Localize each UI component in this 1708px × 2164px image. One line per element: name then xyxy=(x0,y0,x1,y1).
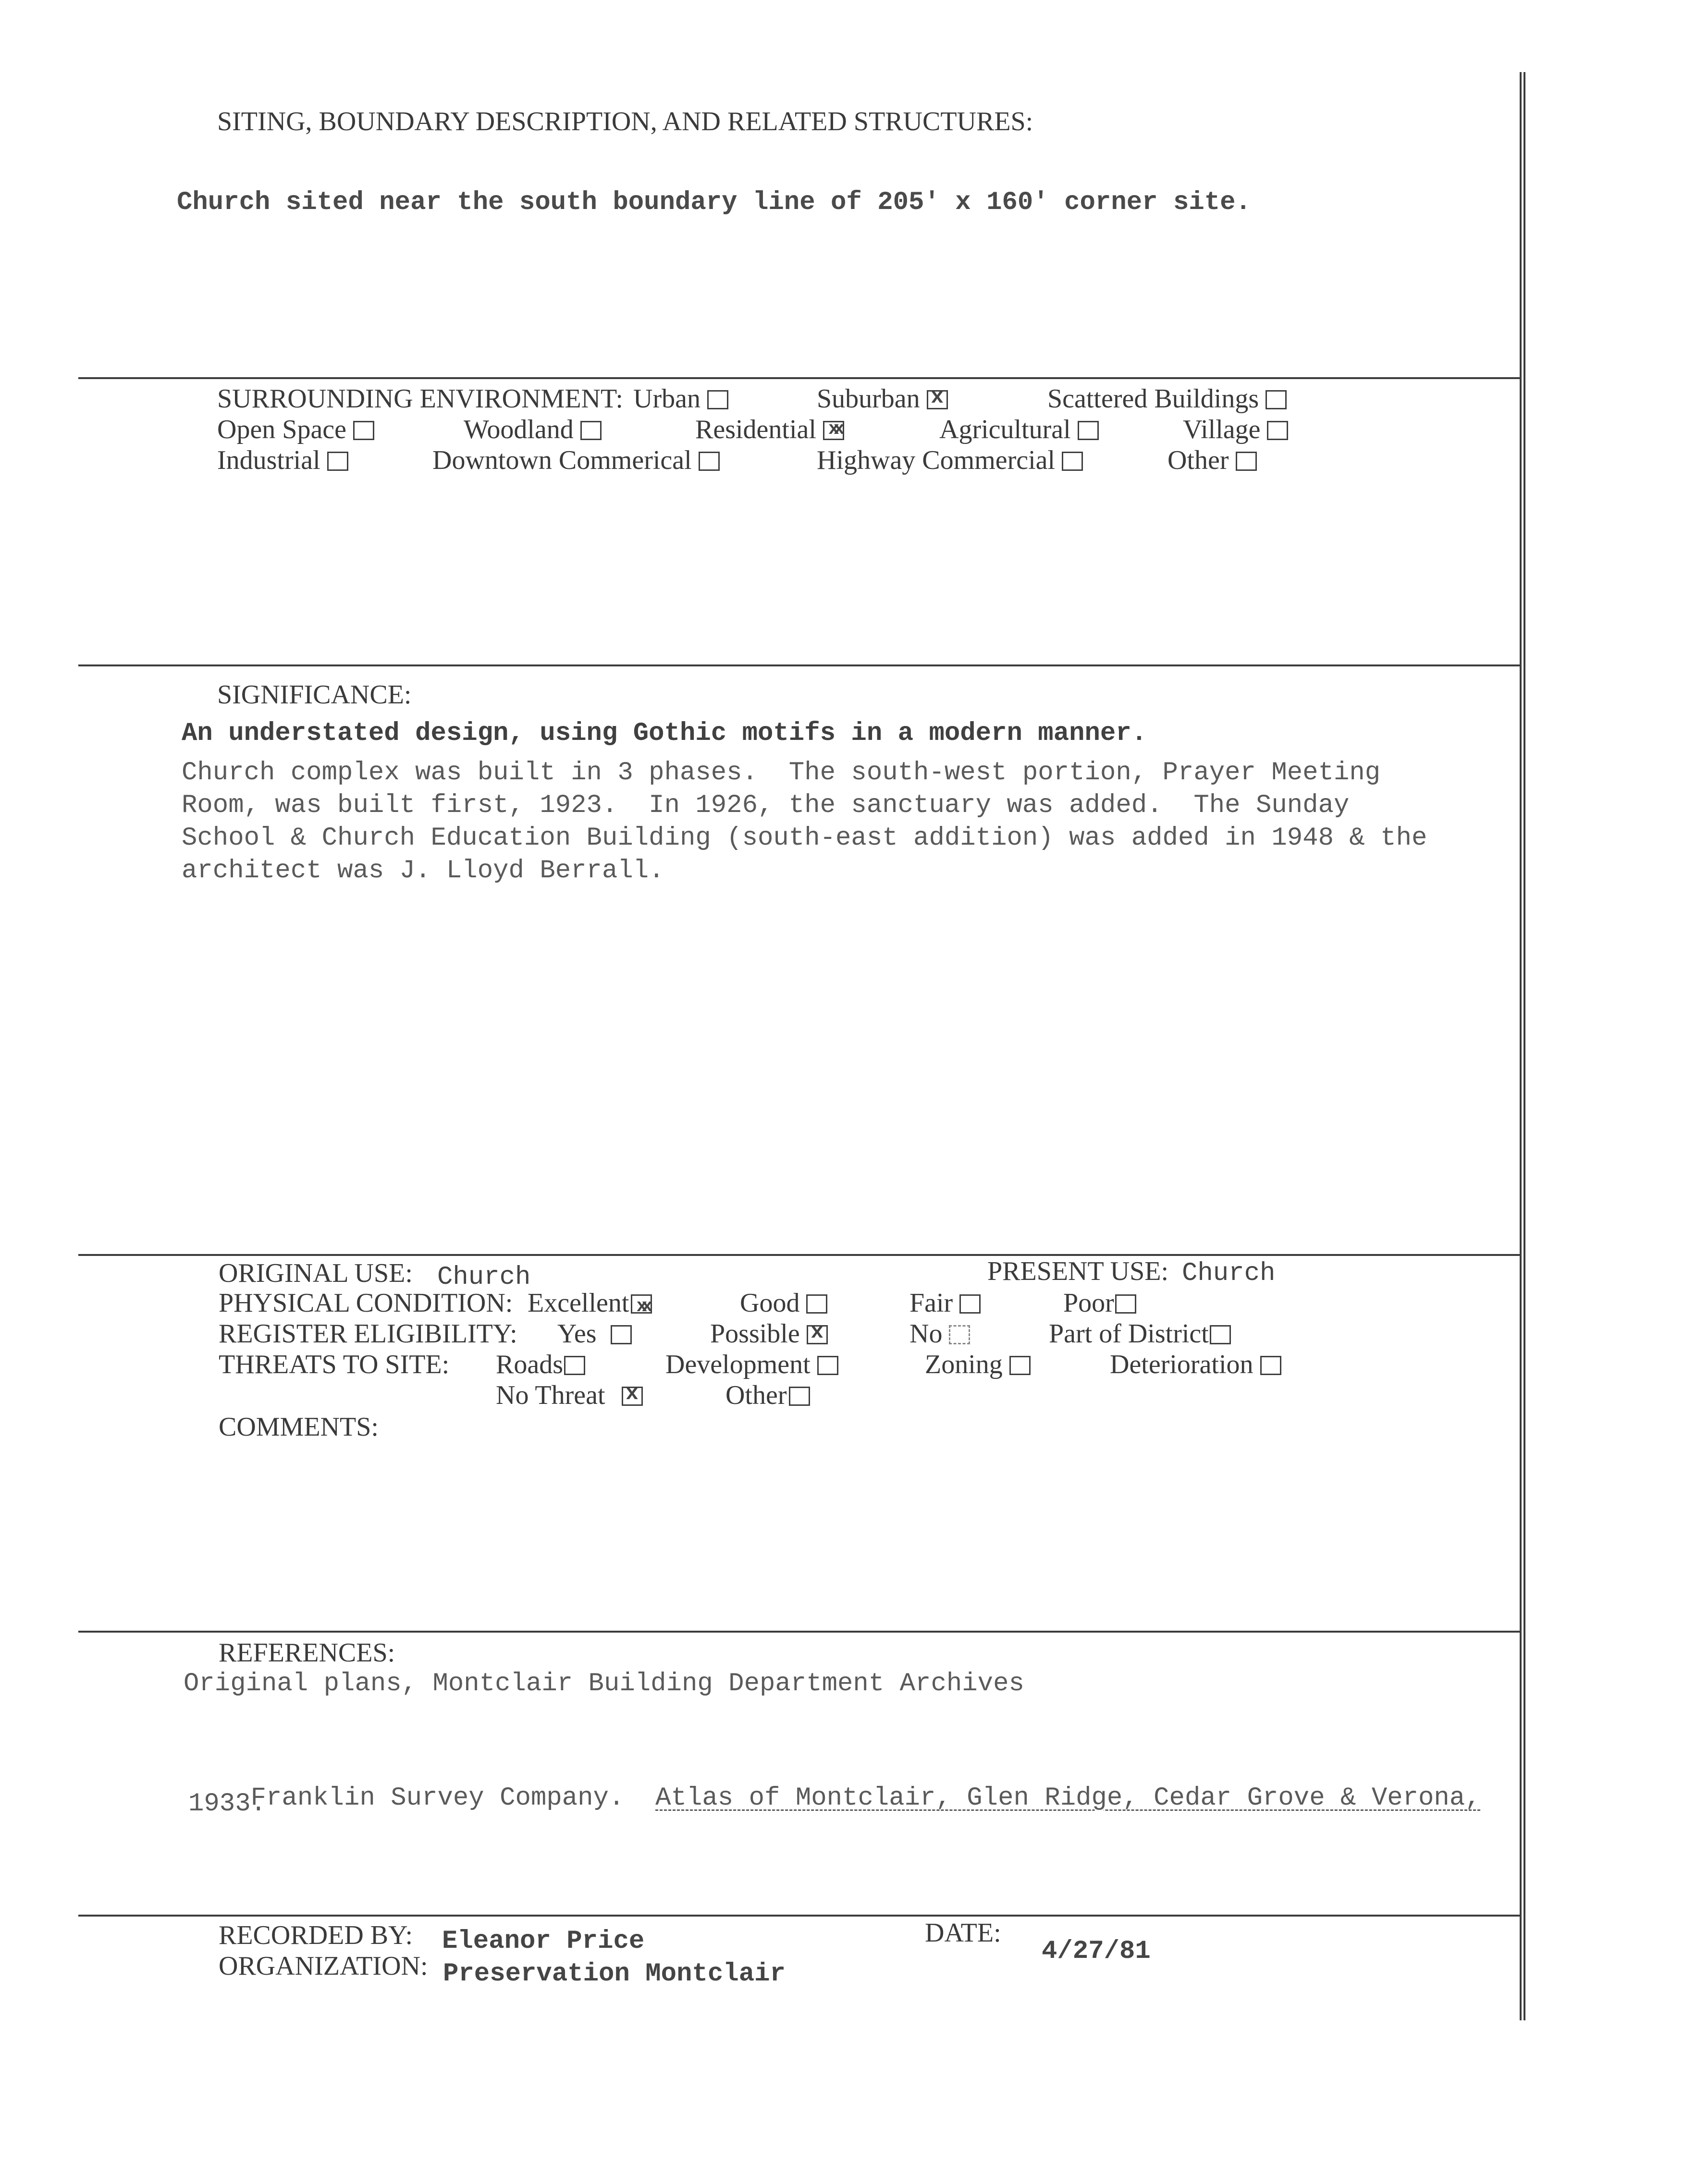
env-option-suburban[interactable] xyxy=(817,385,948,412)
eligibility-option-possible[interactable] xyxy=(710,1320,828,1347)
option-label: Part of District xyxy=(1049,1319,1209,1349)
significance-headline: An understated design, using Gothic motifs in a modern manner. xyxy=(182,719,1147,748)
divider-references xyxy=(78,1631,1521,1633)
option-label: Residential xyxy=(695,415,816,444)
significance-body-line: architect was J. Lloyd Berrall. xyxy=(182,856,664,885)
checkbox-icon[interactable] xyxy=(1009,1356,1031,1375)
option-label: Woodland xyxy=(464,415,574,444)
checkbox-checked-icon[interactable] xyxy=(622,1382,643,1406)
threat-option-zoning[interactable] xyxy=(925,1351,1031,1378)
check-mark: x xyxy=(931,385,944,409)
checkbox-icon[interactable] xyxy=(817,1356,838,1375)
option-label: Agricultural xyxy=(939,415,1071,444)
option-label: Zoning xyxy=(925,1350,1003,1379)
condition-option-poor[interactable] xyxy=(1063,1290,1136,1316)
condition-option-good[interactable] xyxy=(740,1290,827,1316)
env-option-open-space[interactable] xyxy=(217,416,374,443)
reference-entry: Original plans, Montclair Building Department Archives xyxy=(184,1669,1024,1698)
checkbox-checked-icon[interactable] xyxy=(927,385,948,409)
option-label: Other xyxy=(725,1380,787,1410)
checkbox-icon[interactable] xyxy=(327,452,348,471)
checkbox-icon[interactable] xyxy=(353,421,374,440)
eligibility-option-part-of-district[interactable] xyxy=(1049,1320,1231,1347)
comments-label: COMMENTS: xyxy=(219,1412,379,1442)
siting-text: Church sited near the south boundary line of 205' x 160' corner site. xyxy=(177,188,1251,217)
checkbox-checked-icon[interactable] xyxy=(631,1294,652,1317)
checkbox-icon[interactable] xyxy=(1210,1325,1231,1344)
physical-condition-label: PHYSICAL CONDITION: xyxy=(219,1288,513,1318)
divider-significance xyxy=(78,664,1521,666)
checkbox-icon[interactable] xyxy=(1062,452,1083,471)
date-label: DATE: xyxy=(925,1918,1001,1948)
reference-title: Atlas of Montclair, Glen Ridge, Cedar Grove & Verona, xyxy=(655,1783,1481,1813)
option-label: No Threat xyxy=(496,1380,605,1410)
env-option-downtown-commercial[interactable] xyxy=(432,447,720,474)
siting-label: SITING, BOUNDARY DESCRIPTION, AND RELATED STRUCTURES: xyxy=(217,107,1033,136)
threats-label: THREATS TO SITE: xyxy=(219,1350,450,1379)
organization-label: ORGANIZATION: xyxy=(219,1951,428,1981)
option-label: Highway Commercial xyxy=(817,445,1056,475)
threat-option-deterioration[interactable] xyxy=(1110,1351,1281,1378)
register-eligibility-label: REGISTER ELIGIBILITY: xyxy=(219,1319,517,1349)
checkbox-icon[interactable] xyxy=(959,1294,981,1314)
eligibility-option-no[interactable] xyxy=(909,1320,970,1347)
env-option-village[interactable] xyxy=(1183,416,1288,443)
checkbox-icon[interactable] xyxy=(611,1325,632,1344)
eligibility-option-yes[interactable] xyxy=(557,1320,632,1347)
option-label: Urban xyxy=(633,384,700,414)
threat-option-no-threat[interactable] xyxy=(496,1382,643,1409)
option-label: Village xyxy=(1183,415,1261,444)
env-option-scattered-buildings[interactable] xyxy=(1047,385,1287,412)
option-label: Possible xyxy=(710,1319,800,1349)
checkbox-icon[interactable] xyxy=(806,1294,827,1314)
significance-body-line: Church complex was built in 3 phases. The south-west portion, Prayer Meeting xyxy=(182,758,1381,787)
environment-label: SURROUNDING ENVIRONMENT: xyxy=(217,384,623,414)
option-label: Fair xyxy=(909,1288,953,1318)
checkbox-icon[interactable] xyxy=(1267,421,1288,440)
checkbox-icon[interactable] xyxy=(1115,1294,1136,1314)
checkbox-icon[interactable] xyxy=(699,452,720,471)
option-label: Industrial xyxy=(217,445,320,475)
checkbox-icon[interactable] xyxy=(949,1325,970,1344)
recorded-by-value: Eleanor Price xyxy=(442,1927,645,1956)
option-label: Scattered Buildings xyxy=(1047,384,1259,414)
env-option-residential[interactable] xyxy=(695,416,844,443)
present-use-value: Church xyxy=(1182,1259,1276,1288)
env-option-woodland[interactable] xyxy=(464,416,602,443)
right-border-line-inner xyxy=(1524,72,1525,2020)
option-label: Suburban xyxy=(817,384,920,414)
option-label: No xyxy=(909,1319,943,1349)
present-use-label: PRESENT USE: xyxy=(987,1256,1169,1286)
checkbox-icon[interactable] xyxy=(1236,452,1257,471)
reference-entry xyxy=(188,1759,1481,1837)
checkbox-checked-icon[interactable] xyxy=(807,1320,828,1344)
env-option-other[interactable] xyxy=(1167,447,1257,474)
date-value: 4/27/81 xyxy=(1042,1937,1151,1966)
option-label: Deterioration xyxy=(1110,1350,1253,1379)
option-label: Good xyxy=(740,1288,800,1318)
divider-use xyxy=(78,1254,1521,1256)
option-label: Roads xyxy=(496,1350,563,1379)
reference-author: Franklin Survey Company. xyxy=(250,1783,656,1813)
option-label: Poor xyxy=(1063,1288,1114,1318)
reference-year: 1933. xyxy=(188,1789,267,1819)
divider-environment xyxy=(78,377,1521,379)
right-border-line-outer xyxy=(1520,72,1522,2020)
option-label: Development xyxy=(665,1350,811,1379)
checkbox-icon[interactable] xyxy=(1260,1356,1281,1375)
check-mark: xx xyxy=(828,419,839,440)
significance-body-line: School & Church Education Building (south-east addition) was added in 1948 & the xyxy=(182,824,1427,853)
option-label: Yes xyxy=(557,1319,597,1349)
option-label: Open Space xyxy=(217,415,347,444)
checkbox-icon[interactable] xyxy=(564,1356,585,1375)
references-label: REFERENCES: xyxy=(219,1638,395,1668)
option-label: Downtown Commerical xyxy=(432,445,692,475)
env-option-urban[interactable] xyxy=(633,385,728,412)
option-label: Excellent xyxy=(528,1288,629,1318)
env-option-industrial[interactable] xyxy=(217,447,348,474)
condition-option-excellent[interactable] xyxy=(528,1290,652,1316)
original-use-value: Church xyxy=(437,1263,531,1292)
divider-recorded xyxy=(78,1915,1521,1917)
check-mark: x xyxy=(626,1382,639,1406)
env-option-agricultural[interactable] xyxy=(939,416,1099,443)
env-option-highway-commercial[interactable] xyxy=(817,447,1083,474)
checkbox-icon[interactable] xyxy=(1078,421,1099,440)
organization-value: Preservation Montclair xyxy=(443,1959,786,1989)
checkbox-icon[interactable] xyxy=(707,390,728,409)
check-mark: x xyxy=(811,1320,823,1344)
significance-label: SIGNIFICANCE: xyxy=(217,680,412,710)
checkbox-icon[interactable] xyxy=(580,421,602,440)
recorded-by-label: RECORDED BY: xyxy=(219,1920,413,1950)
checkbox-checked-icon[interactable] xyxy=(823,421,844,440)
check-mark: xx xyxy=(636,1296,647,1317)
checkbox-icon[interactable] xyxy=(789,1387,810,1406)
original-use-label: ORIGINAL USE: xyxy=(219,1258,413,1288)
significance-body-line: Room, was built first, 1923. In 1926, the sanctuary was added. The Sunday xyxy=(182,791,1350,820)
threat-option-other[interactable] xyxy=(725,1382,810,1409)
threat-option-development[interactable] xyxy=(665,1351,838,1378)
option-label: Other xyxy=(1167,445,1229,475)
condition-option-fair[interactable] xyxy=(909,1290,981,1316)
threat-option-roads[interactable] xyxy=(496,1351,585,1378)
checkbox-icon[interactable] xyxy=(1266,390,1287,409)
